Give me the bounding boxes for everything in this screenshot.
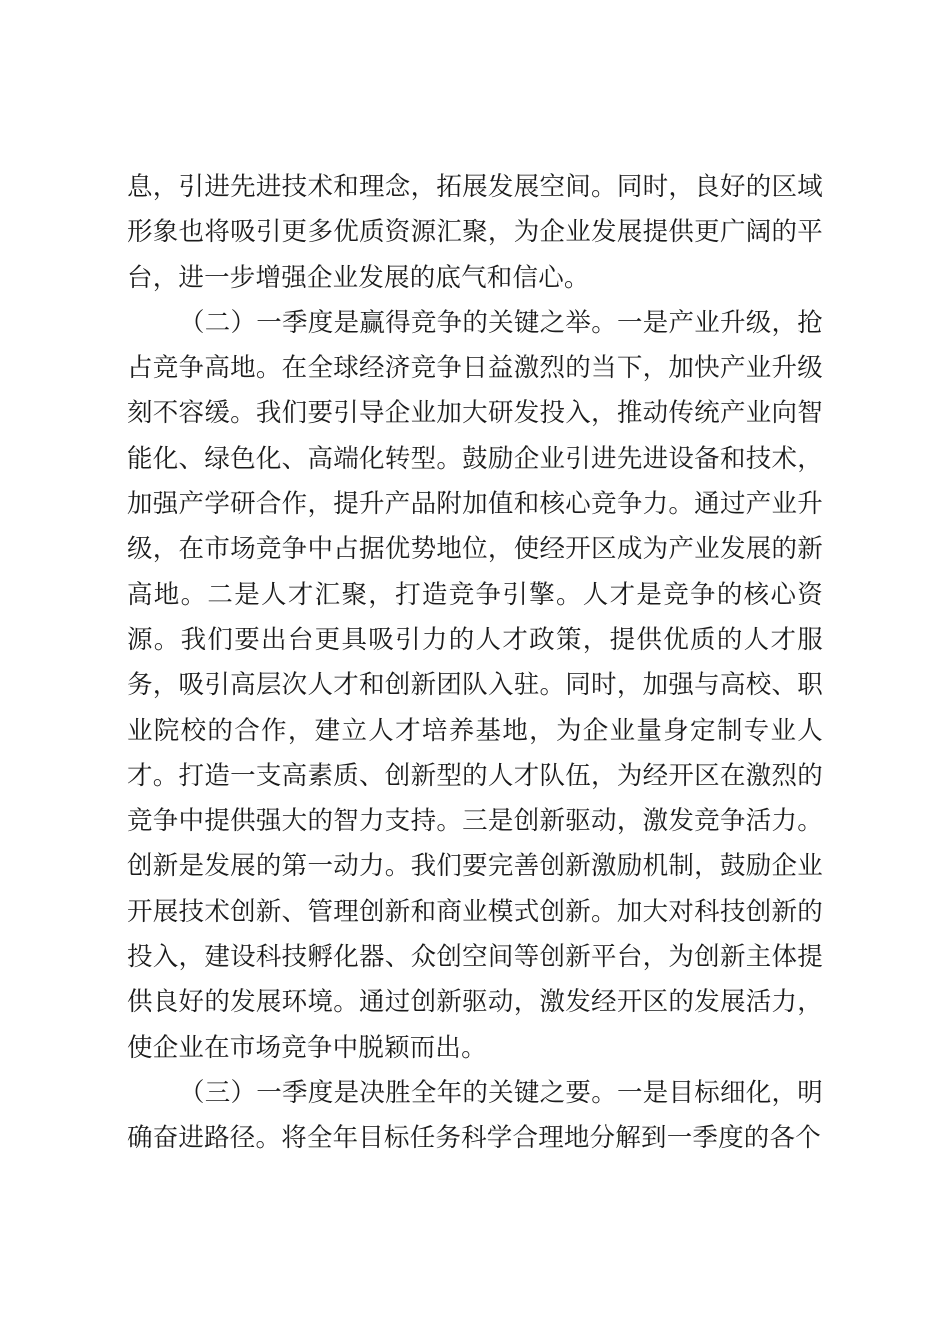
paragraph-section-2: （二）一季度是赢得竞争的关键之举。一是产业升级，抢占竞争高地。在全球经济竞争日益激烈的当下，加快产业升级刻不容缓。我们要引导企业加大研发投入，推动传统产业向智能化、绿色化、高端化转型。鼓励企业引进先进设备和技术，加强产学研合作，提升产品附加值和核心竞争力。通过产业升级，在市场竞争中占据优势地位，使经开区成为产业发展的新高地。二是人才汇聚，打造竞争引擎。人才是竞争的核心资源。我们要出台更具吸引力的人才政策，提供优质的人才服务，吸引高层次人才和创新团队入驻。同时，加强与高校、职业院校的合作，建立人才培养基地，为企业量身定制专业人才。打造一支高素质、创新型的人才队伍，为经开区在激烈的竞争中提供强大的智力支持。三是创新驱动，激发竞争活力。创新是发展的第一动力。我们要完善创新激励机制，鼓励企业开展技术创新、管理创新和商业模式创新。加大对科技创新的投入，建设科技孵化器、众创空间等创新平台，为创新主体提供良好的发展环境。通过创新驱动，激发经开区的发展活力，使企业在市场竞争中脱颖而出。	[127, 307, 823, 1063]
document-body	[127, 165, 823, 1162]
paragraph-section-3: （三）一季度是决胜全年的关键之要。一是目标细化，明确奋进路径。将全年目标任务科学合理地分解到一季度的各个	[127, 1077, 823, 1154]
paragraph-continuation: 息，引进先进技术和理念，拓展发展空间。同时，良好的区域形象也将吸引更多优质资源汇聚，为企业发展提供更广阔的平台，进一步增强企业发展的底气和信心。	[127, 172, 823, 293]
